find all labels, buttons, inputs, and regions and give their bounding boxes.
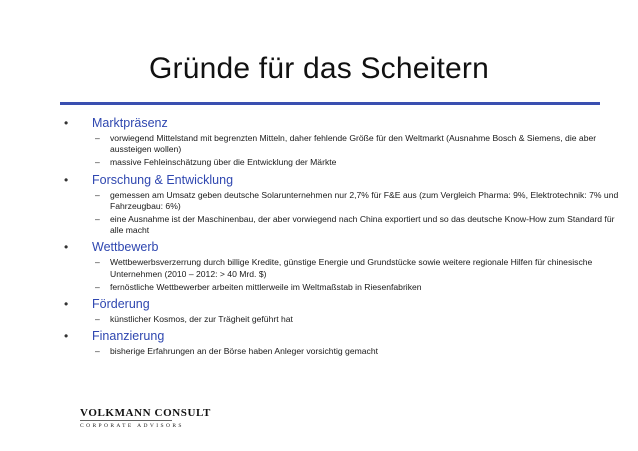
bullet-dot-icon: •: [64, 297, 69, 312]
company-logo: [80, 407, 211, 429]
bullet-heading: Förderung: [92, 297, 150, 312]
dash-icon: –: [95, 281, 100, 292]
page-title: Gründe für das Scheitern: [149, 52, 489, 85]
dash-icon: –: [95, 157, 100, 168]
bullet-heading: Finanzierung: [92, 329, 165, 344]
sub-item-text: künstlicher Kosmos, der zur Trägheit geführt hat: [110, 314, 293, 325]
logo-name: VOLKMANN CONSULT: [80, 407, 211, 419]
sub-item: [95, 346, 624, 357]
bullet-item: [64, 297, 624, 312]
sub-item-text: vorwiegend Mittelstand mit begrenzten Mitteln, daher fehlende Größe für den Weltmarkt (Ausnahme Bosch & Siemens, die aber aussteigen wollen): [110, 133, 597, 155]
dash-icon: –: [95, 133, 100, 143]
dash-icon: –: [95, 257, 100, 268]
bullet-item: [64, 116, 624, 131]
sub-item: [95, 282, 624, 293]
bullet-dot-icon: •: [64, 329, 69, 344]
bullet-heading: Wettbewerb: [92, 240, 159, 255]
logo-tagline: CORPORATE ADVISORS: [80, 423, 184, 429]
dash-icon: –: [95, 189, 100, 200]
dash-icon: –: [95, 346, 100, 357]
sub-list: [95, 190, 624, 237]
sub-list: [95, 257, 624, 293]
title-divider: [60, 102, 600, 105]
bullet-item: [64, 173, 624, 188]
sub-item-text: bisherige Erfahrungen an der Börse haben Anleger vorsichtig gemacht: [110, 346, 379, 357]
sub-item-text: massive Fehleinschätzung über die Entwicklung der Märkte: [110, 157, 337, 168]
bullet-dot-icon: •: [64, 116, 69, 130]
sub-item-text: fernöstliche Wettbewerber arbeiten mittlerweile im Weltmaßstab in Riesenfabriken: [110, 281, 422, 292]
sub-item: [95, 190, 624, 212]
bullet-list: [64, 112, 624, 357]
bullet-item: [64, 240, 624, 255]
sub-item: [95, 314, 624, 325]
logo-divider: [80, 420, 172, 421]
bullet-dot-icon: •: [64, 240, 69, 255]
dash-icon: –: [95, 314, 100, 325]
bullet-item: [64, 329, 624, 344]
sub-item-text: Wettbewerbsverzerrung durch billige Kredite, günstige Energie und Grundstücke sowie weitere regionale Hilfen für chinesische Unternehmen (2010 – 2012: > 40 Mrd. $): [110, 257, 593, 279]
sub-item-text: eine Ausnahme ist der Maschinenbau, der aber vorwiegend nach China exportiert und so das deutsche Know-How zum Standard für alle macht: [110, 214, 615, 236]
sub-item: [95, 214, 624, 236]
sub-item: [95, 257, 624, 279]
sub-list: [95, 314, 624, 325]
sub-item: [95, 133, 624, 155]
sub-item-text: gemessen am Umsatz geben deutsche Solarunternehmen nur 2,7% für F&E aus (zum Vergleich Pharma: 9%, Elektrotechnik: 7% und Fahrzeugbau: 6%): [110, 189, 619, 211]
sub-item: [95, 157, 624, 168]
sub-list: [95, 133, 624, 169]
bullet-dot-icon: •: [64, 172, 69, 187]
bullet-heading: Forschung & Entwicklung: [92, 172, 234, 187]
bullet-heading: Marktpräsenz: [92, 116, 168, 130]
dash-icon: –: [95, 214, 100, 225]
sub-list: [95, 346, 624, 357]
